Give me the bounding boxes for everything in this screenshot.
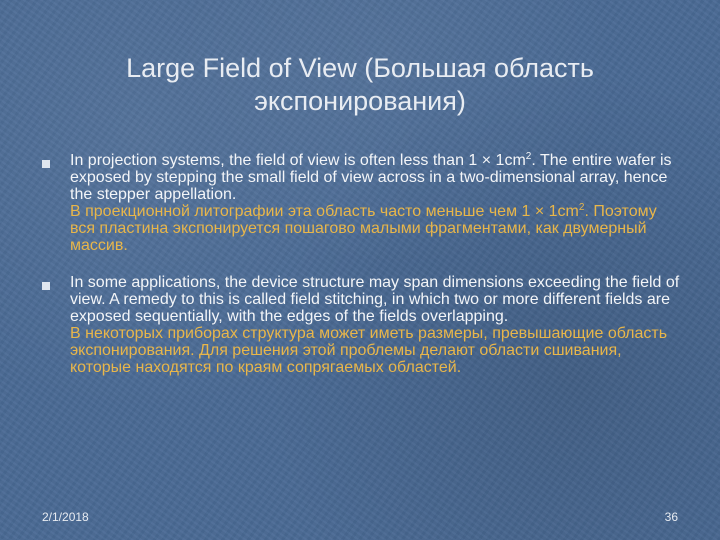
page-number: 36 xyxy=(664,510,678,524)
bullet-item-projection xyxy=(42,152,682,254)
bullet-english-text: In projection systems, the field of view is often less than $1 \times 1cm^2$. The entire wafer is exposed by stepping the small field of view across in a two-dimensional array, hence the stepper appellation. xyxy=(70,151,672,203)
bullet-text xyxy=(70,152,682,254)
footer-date: 2/1/2018 xyxy=(42,510,89,524)
bullet-russian-text: В некоторых приборах структура может иметь размеры, превышающие область экспонирования. Для решения этой проблемы делают области сшивания, которые находятся по краям сопрягаемых областей. xyxy=(70,325,668,376)
bullet-text xyxy=(70,274,682,376)
slide-title-line-1: Large Field of View (Большая область xyxy=(126,53,594,83)
slide-title xyxy=(60,52,660,118)
bullet-list xyxy=(42,152,682,376)
bullet-english-text: In some applications, the device structure may span dimensions exceeding the field of view. A remedy to this is called field stitching, in which two or more different fields are exposed sequentially, with the edges of the fields overlapping. xyxy=(70,274,680,325)
square-bullet-icon xyxy=(42,282,50,290)
bullet-item-field-stitching xyxy=(42,274,682,376)
slide-title-line-2: экспонирования) xyxy=(254,86,466,116)
square-bullet-icon xyxy=(42,160,50,168)
bullet-russian-text: В проекционной литографии эта область часто меньше чем $1 \times 1cm^2$. Поэтому вся пластина экспонируется пошагово малыми фрагментами, как двумерный массив. xyxy=(70,202,657,254)
